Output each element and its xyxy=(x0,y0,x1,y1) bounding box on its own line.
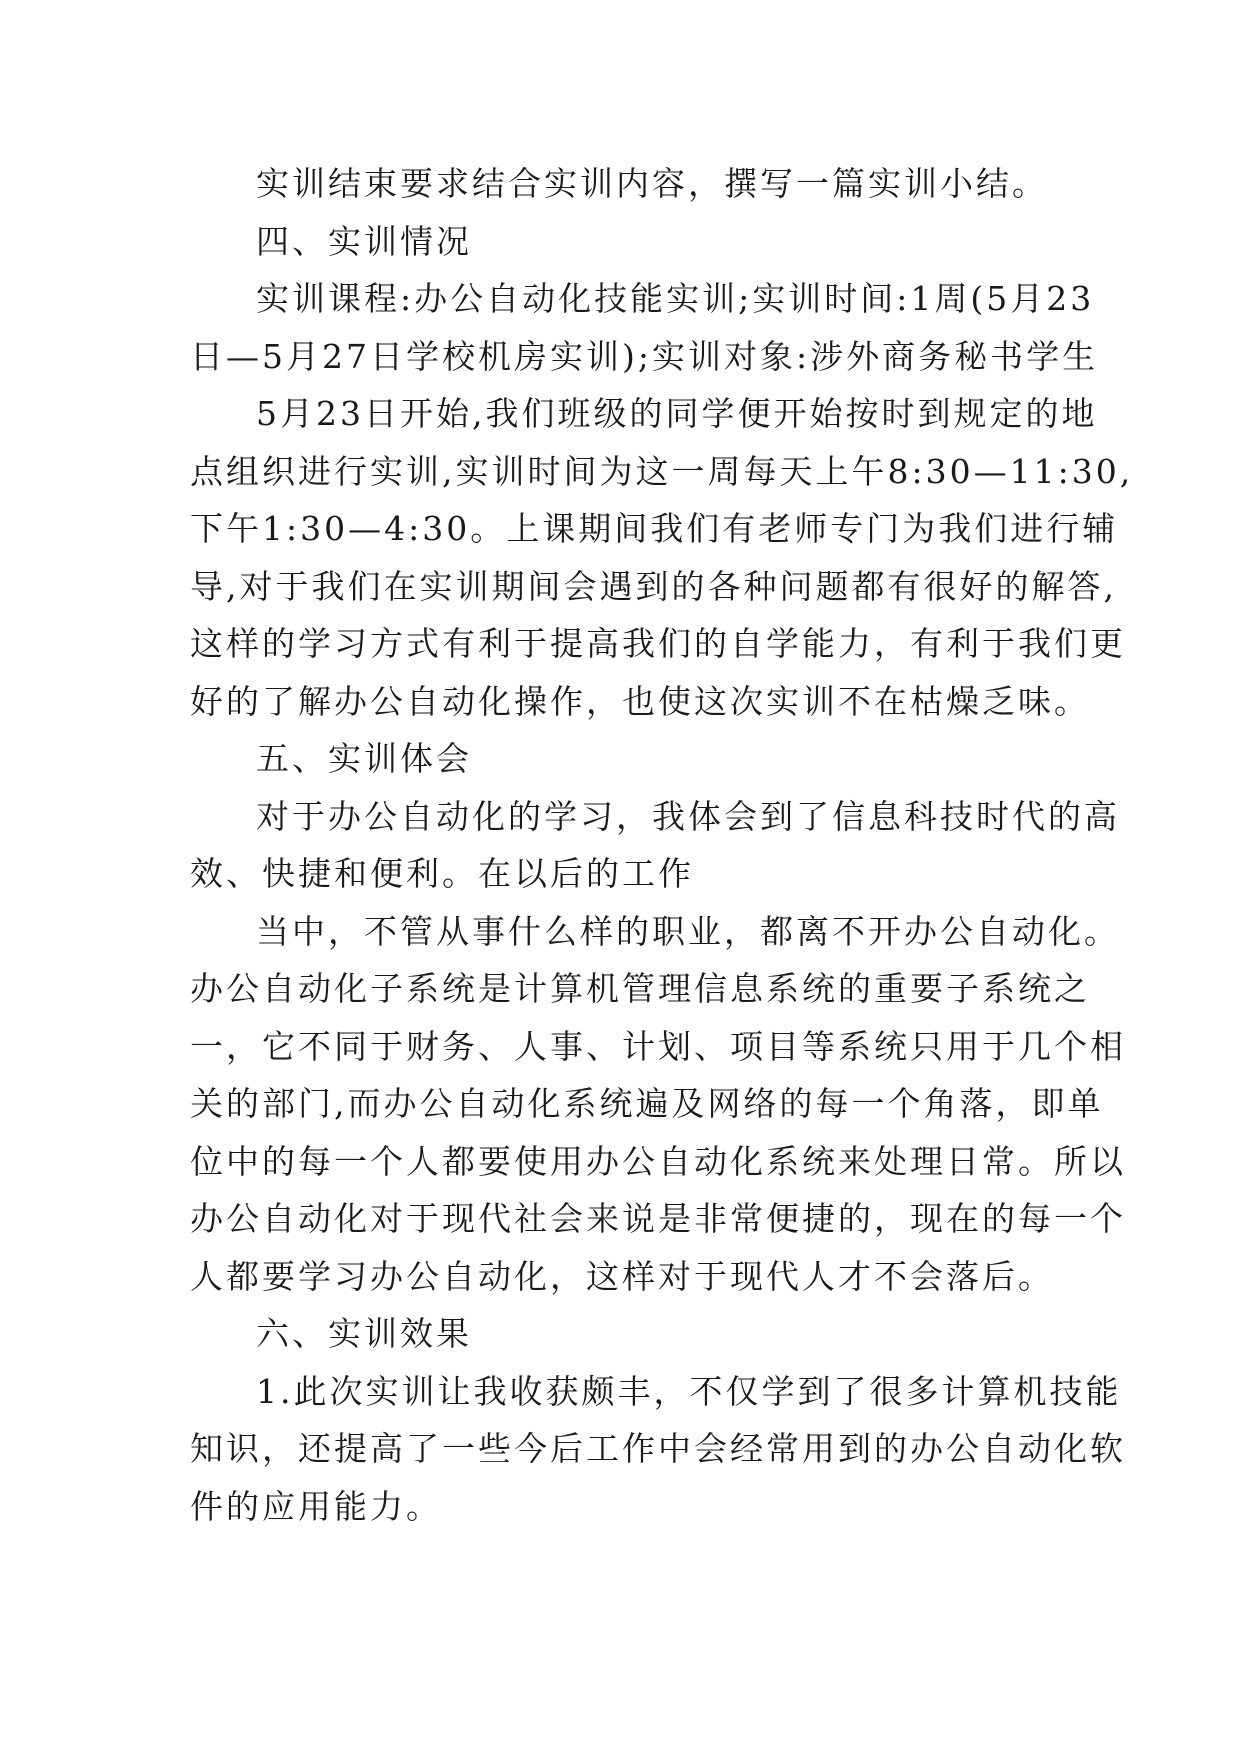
section-heading: 六、实训效果 xyxy=(256,1314,472,1353)
text-line: 日—5月27日学校机房实训);实训对象:涉外商务秘书学生 xyxy=(190,336,1099,376)
section-heading: 四、实训情况 xyxy=(256,221,472,261)
text-line: 点组织进行实训,实训时间为这一周每天上午8:30—11:30, xyxy=(190,451,1134,491)
text-line: 知识，还提高了一些今后工作中会经常用到的办公自动化软 xyxy=(190,1429,1126,1468)
text-line: 当中，不管从事什么样的职业，都离不开办公自动化。 xyxy=(256,911,1120,951)
text-line: 一，它不同于财务、人事、计划、项目等系统只用于几个相 xyxy=(190,1026,1126,1066)
text-line: 5月23日开始,我们班级的同学便开始按时到规定的地 xyxy=(256,394,1098,433)
text-line: 人都要学习办公自动化，这样对于现代人才不会落后。 xyxy=(190,1256,1054,1296)
section-heading: 五、实训体会 xyxy=(256,739,472,778)
text-line: 位中的每一个人都要使用办公自动化系统来处理日常。所以 xyxy=(190,1141,1126,1181)
text-line: 效、快捷和便利。在以后的工作 xyxy=(190,854,694,893)
text-line: 关的部门,而办公自动化系统遍及网络的每一个角落，即单 xyxy=(190,1084,1104,1123)
text-line: 导,对于我们在实训期间会遇到的各种问题都有很好的解答, xyxy=(190,566,1117,606)
text-line: 好的了解办公自动化操作，也使这次实训不在枯燥乏味。 xyxy=(190,681,1090,721)
document-body xyxy=(190,155,1134,1535)
text-line: 对于办公自动化的学习，我体会到了信息科技时代的高 xyxy=(256,796,1120,836)
text-line: 办公自动化对于现代社会来说是非常便捷的，现在的每一个 xyxy=(190,1199,1126,1238)
text-line: 实训结束要求结合实训内容，撰写一篇实训小结。 xyxy=(256,164,1048,203)
text-line: 下午1:30—4:30。上课期间我们有老师专门为我们进行辅 xyxy=(190,509,1119,548)
text-line: 1.此次实训让我收获颇丰，不仅学到了很多计算机技能 xyxy=(256,1371,1122,1411)
text-line: 这样的学习方式有利于提高我们的自学能力，有利于我们更 xyxy=(190,624,1126,663)
text-line: 实训课程:办公自动化技能实训;实训时间:1周(5月23 xyxy=(256,279,1095,318)
text-line: 办公自动化子系统是计算机管理信息系统的重要子系统之 xyxy=(190,969,1090,1008)
text-line: 件的应用能力。 xyxy=(190,1486,442,1526)
